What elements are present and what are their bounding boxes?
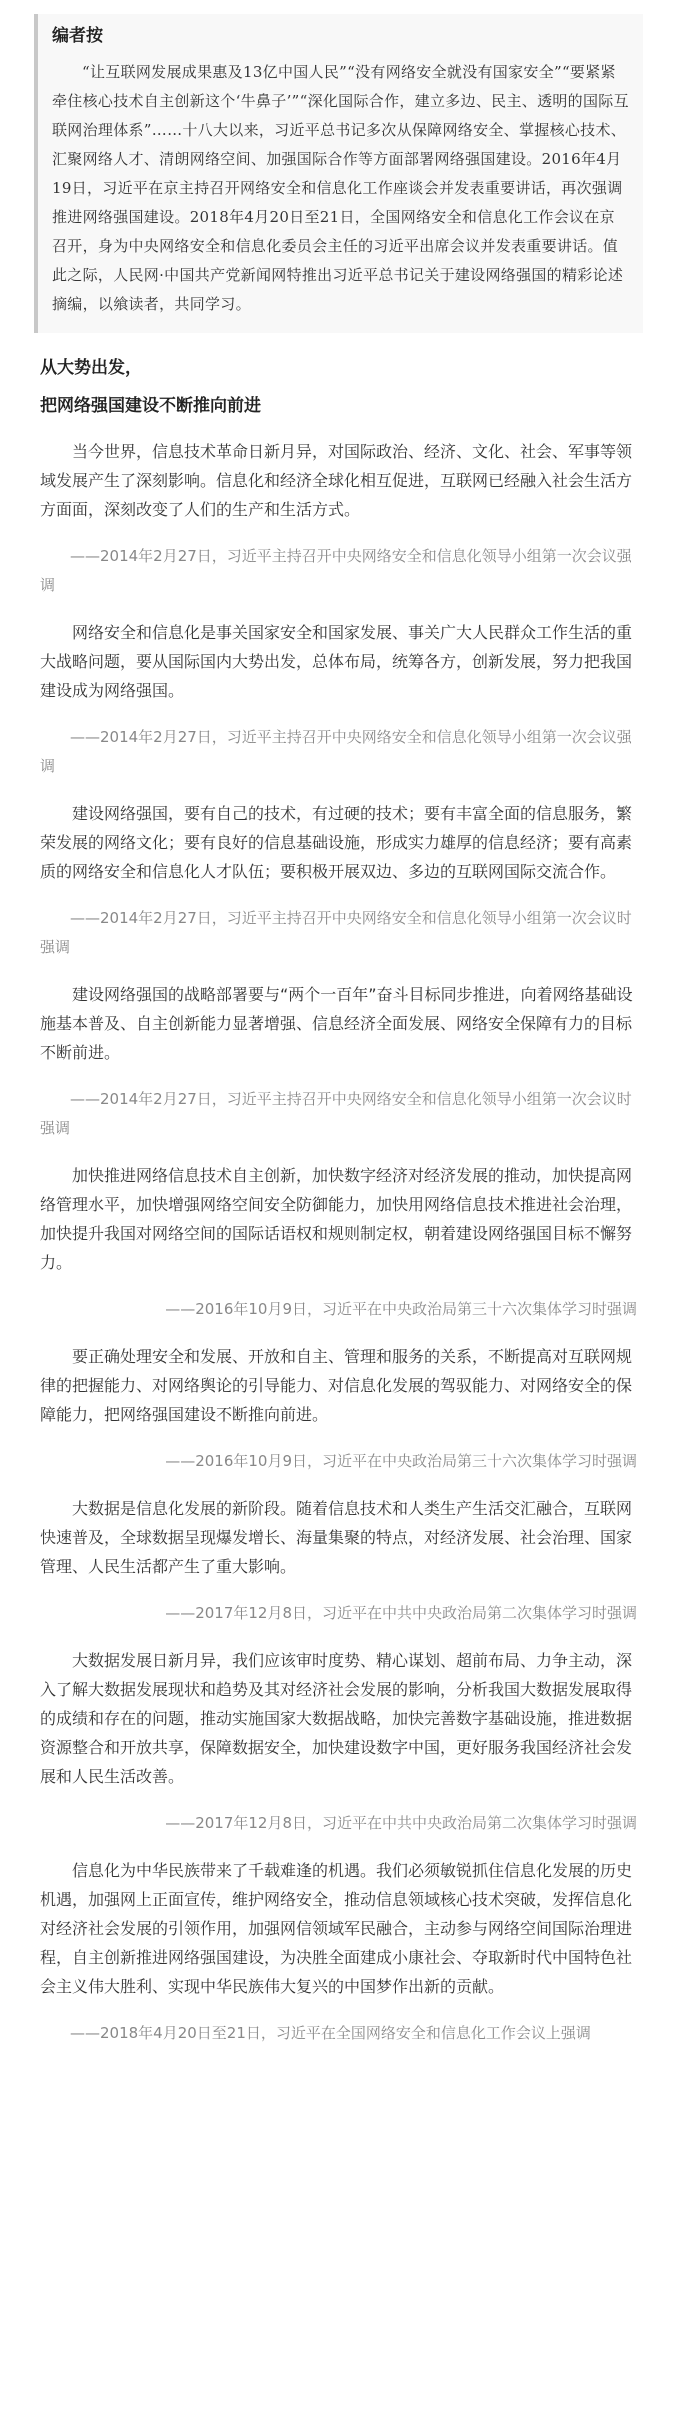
entry-6 — [40, 1342, 637, 1476]
entry-quote: 要正确处理安全和发展、开放和自主、管理和服务的关系，不断提高对互联网规律的把握能力、对网络舆论的引导能力、对信息化发展的驾驭能力、对网络安全的保障能力，把网络强国建设不断推向前进。 — [40, 1347, 633, 1424]
entry-source: ——2014年2月27日，习近平主持召开中央网络安全和信息化领导小组第一次会议强调 — [40, 728, 632, 775]
entry-source: ——2018年4月20日至21日，习近平在全国网络安全和信息化工作会议上强调 — [70, 2024, 591, 2042]
editor-note-title: 编者按 — [52, 26, 103, 46]
entry-1 — [40, 437, 637, 600]
entry-source: ——2014年2月27日，习近平主持召开中央网络安全和信息化领导小组第一次会议时强调 — [40, 1090, 632, 1137]
entry-4 — [40, 980, 637, 1143]
entry-source: ——2014年2月27日，习近平主持召开中央网络安全和信息化领导小组第一次会议强调 — [40, 547, 632, 594]
entry-quote: 大数据发展日新月异，我们应该审时度势、精心谋划、超前布局、力争主动，深入了解大数据发展现状和趋势及其对经济社会发展的影响，分析我国大数据发展取得的成绩和存在的问题，推动实施国家大数据战略，加快完善数字基础设施，推进数据资源整合和开放共享，保障数据安全，加快建设数字中国，更好服务我国经济社会发展和人民生活改善。 — [40, 1651, 633, 1786]
entry-7 — [40, 1494, 637, 1628]
section-heading-line2: 把网络强国建设不断推向前进 — [40, 396, 261, 416]
entry-source: ——2014年2月27日，习近平主持召开中央网络安全和信息化领导小组第一次会议时强调 — [40, 909, 632, 956]
entry-quote: 建设网络强国，要有自己的技术，有过硬的技术；要有丰富全面的信息服务，繁荣发展的网络文化；要有良好的信息基础设施，形成实力雄厚的信息经济；要有高素质的网络安全和信息化人才队伍；要积极开展双边、多边的互联网国际交流合作。 — [40, 804, 633, 881]
entry-9 — [40, 1856, 637, 2048]
entry-3 — [40, 799, 637, 962]
section-header — [40, 355, 637, 419]
entry-quote: 加快推进网络信息技术自主创新，加快数字经济对经济发展的推动，加快提高网络管理水平，加快增强网络空间安全防御能力，加快用网络信息技术推进社会治理，加快提升我国对网络空间的国际话语权和规则制定权，朝着建设网络强国目标不懈努力。 — [40, 1166, 633, 1272]
entry-source: ——2017年12月8日，习近平在中共中央政治局第二次集体学习时强调 — [165, 1604, 637, 1622]
section-heading-line1: 从大势出发， — [40, 358, 142, 378]
entry-source: ——2016年10月9日，习近平在中央政治局第三十六次集体学习时强调 — [165, 1452, 637, 1470]
entry-quote: 建设网络强国的战略部署要与“两个一百年”奋斗目标同步推进，向着网络基础设施基本普及、自主创新能力显著增强、信息经济全面发展、网络安全保障有力的目标不断前进。 — [40, 985, 633, 1062]
entry-quote: 网络安全和信息化是事关国家安全和国家发展、事关广大人民群众工作生活的重大战略问题，要从国际国内大势出发，总体布局，统筹各方，创新发展，努力把我国建设成为网络强国。 — [40, 623, 633, 700]
editor-note-box — [34, 14, 643, 333]
entry-8 — [40, 1646, 637, 1838]
entry-source: ——2017年12月8日，习近平在中共中央政治局第二次集体学习时强调 — [165, 1814, 637, 1832]
entry-quote: 信息化为中华民族带来了千载难逢的机遇。我们必须敏锐抓住信息化发展的历史机遇，加强网上正面宣传，维护网络安全，推动信息领域核心技术突破，发挥信息化对经济社会发展的引领作用，加强网信领域军民融合，主动参与网络空间国际治理进程，自主创新推进网络强国建设，为决胜全面建成小康社会、夺取新时代中国特色社会主义伟大胜利、实现中华民族伟大复兴的中国梦作出新的贡献。 — [40, 1861, 633, 1996]
entry-quote: 大数据是信息化发展的新阶段。随着信息技术和人类生产生活交汇融合，互联网快速普及，全球数据呈现爆发增长、海量集聚的特点，对经济发展、社会治理、国家管理、人民生活都产生了重大影响。 — [40, 1499, 633, 1576]
entry-quote: 当今世界，信息技术革命日新月异，对国际政治、经济、文化、社会、军事等领域发展产生了深刻影响。信息化和经济全球化相互促进，互联网已经融入社会生活方方面面，深刻改变了人们的生产和生活方式。 — [40, 442, 633, 519]
entry-5 — [40, 1161, 637, 1324]
entry-2 — [40, 618, 637, 781]
editor-note-body: “让互联网发展成果惠及13亿中国人民”“没有网络安全就没有国家安全”“要紧紧牵住核心技术自主创新这个‘牛鼻子’”“深化国际合作，建立多边、民主、透明的国际互联网治理体系”……十八大以来，习近平总书记多次从保障网络安全、掌握核心技术、汇聚网络人才、清朗网络空间、加强国际合作等方面部署网络强国建设。2016年4月19日，习近平在京主持召开网络安全和信息化工作座谈会并发表重要讲话，再次强调推进网络强国建设。2018年4月20日至21日，全国网络安全和信息化工作会议在京召开，身为中央网络安全和信息化委员会主任的习近平出席会议并发表重要讲话。值此之际，人民网·中国共产党新闻网特推出习近平总书记关于建设网络强国的精彩论述摘编，以飨读者，共同学习。 — [52, 63, 629, 313]
entry-source: ——2016年10月9日，习近平在中央政治局第三十六次集体学习时强调 — [165, 1300, 637, 1318]
